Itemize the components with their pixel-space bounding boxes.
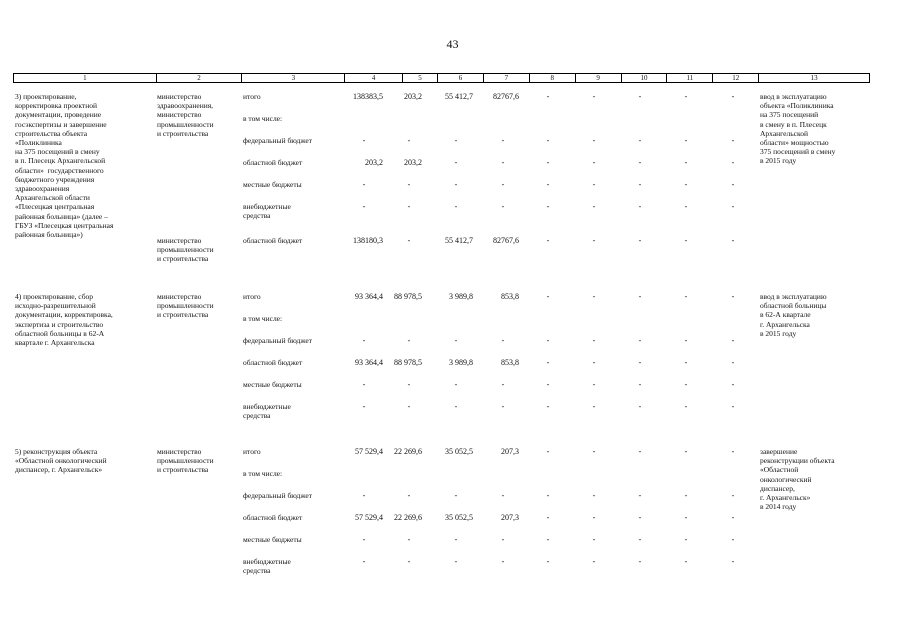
table-cell-value: - xyxy=(638,180,642,189)
table-cell-value: - xyxy=(407,491,411,500)
table-cell-value: - xyxy=(546,292,550,301)
column-header-7: 7 xyxy=(484,74,530,82)
project-executor: министерство здравоохранения, министерство промышленности и строительства xyxy=(157,92,214,138)
table-cell-value: - xyxy=(731,402,735,411)
table-cell-value: 203,2 xyxy=(404,158,422,167)
table-cell-value: 35 052,5 xyxy=(445,513,473,522)
table-cell-value: - xyxy=(407,136,411,145)
table-header-row xyxy=(13,73,870,83)
project-result: завершение реконструкции объекта «Областной онкологический диспансер, г. Архангельск» в 2014 году xyxy=(760,447,835,512)
table-cell-value: - xyxy=(592,202,596,211)
table-cell-value: - xyxy=(501,202,505,211)
table-cell-value: - xyxy=(454,535,458,544)
table-cell-value: - xyxy=(407,535,411,544)
table-cell-value: - xyxy=(592,136,596,145)
funding-source-label: областной бюджет xyxy=(243,358,303,367)
table-cell-value: - xyxy=(454,402,458,411)
table-cell-value: - xyxy=(546,336,550,345)
table-cell-value: - xyxy=(546,380,550,389)
page-number: 43 xyxy=(446,37,459,51)
table-cell-value: - xyxy=(454,380,458,389)
table-cell-value: - xyxy=(501,380,505,389)
table-cell-value: - xyxy=(684,236,688,245)
funding-source-label: местные бюджеты xyxy=(243,535,302,544)
table-cell-value: 82767,6 xyxy=(493,236,519,245)
table-cell-value: - xyxy=(731,447,735,456)
table-cell-value: - xyxy=(684,491,688,500)
table-cell-value: - xyxy=(546,92,550,101)
table-cell-value: - xyxy=(546,491,550,500)
table-cell-value: - xyxy=(731,535,735,544)
table-cell-value: - xyxy=(638,380,642,389)
table-cell-value: - xyxy=(638,557,642,566)
table-cell-value: - xyxy=(684,158,688,167)
table-cell-value: - xyxy=(362,402,366,411)
table-cell-value: - xyxy=(638,535,642,544)
table-cell-value: - xyxy=(546,202,550,211)
table-cell-value: - xyxy=(546,557,550,566)
table-cell-value: - xyxy=(684,380,688,389)
table-cell-value: - xyxy=(684,202,688,211)
table-cell-value: - xyxy=(592,336,596,345)
table-cell-value: - xyxy=(592,447,596,456)
table-cell-value: 82767,6 xyxy=(493,92,519,101)
table-cell-value: - xyxy=(407,336,411,345)
project-executor-secondary: министерство промышленности и строительства xyxy=(157,236,214,264)
table-cell-value: 853,8 xyxy=(501,358,519,367)
table-cell-value: 55 412,7 xyxy=(445,236,473,245)
table-cell-value: - xyxy=(454,557,458,566)
table-cell-value: 138383,5 xyxy=(353,92,383,101)
table-cell-value: 35 052,5 xyxy=(445,447,473,456)
table-cell-value: - xyxy=(501,136,505,145)
table-cell-value: - xyxy=(731,158,735,167)
table-cell-value: - xyxy=(407,180,411,189)
table-cell-value: - xyxy=(546,136,550,145)
project-description: 5) реконструкция объекта «Областной онкологический диспансер, г. Архангельск» xyxy=(15,447,107,475)
table-cell-value: - xyxy=(592,92,596,101)
funding-source-label: итого xyxy=(243,292,261,301)
table-cell-value: - xyxy=(592,402,596,411)
table-cell-value: - xyxy=(638,402,642,411)
table-cell-value: - xyxy=(638,202,642,211)
column-header-3: 3 xyxy=(242,74,345,82)
funding-source-label: федеральный бюджет xyxy=(243,136,313,145)
table-cell-value: - xyxy=(362,535,366,544)
table-cell-value: 88 978,5 xyxy=(394,358,422,367)
funding-source-label: местные бюджеты xyxy=(243,180,302,189)
column-header-10: 10 xyxy=(622,74,668,82)
table-cell-value: - xyxy=(731,92,735,101)
table-cell-value: - xyxy=(501,336,505,345)
table-cell-value: - xyxy=(731,292,735,301)
table-cell-value: 22 269,6 xyxy=(394,447,422,456)
table-cell-value: - xyxy=(638,447,642,456)
table-cell-value: - xyxy=(638,136,642,145)
funding-source-label: федеральный бюджет xyxy=(243,491,313,500)
table-cell-value: 22 269,6 xyxy=(394,513,422,522)
table-cell-value: - xyxy=(362,336,366,345)
table-cell-value: - xyxy=(592,491,596,500)
table-cell-value: - xyxy=(362,202,366,211)
table-cell-value: 88 978,5 xyxy=(394,292,422,301)
table-cell-value: - xyxy=(407,557,411,566)
project-description: 4) проектирование, сбор исходно-разрешительной документации, корректировка, экспертиза и строительство областной больницы в 62-А квартале г. Архангельска xyxy=(15,292,113,348)
funding-source-label: областной бюджет xyxy=(243,513,303,522)
funding-source-label: федеральный бюджет xyxy=(243,336,313,345)
table-cell-value: - xyxy=(731,513,735,522)
table-cell-value: 203,2 xyxy=(404,92,422,101)
table-cell-value: - xyxy=(454,158,458,167)
table-cell-value: - xyxy=(546,358,550,367)
table-cell-value: - xyxy=(546,447,550,456)
table-cell-value: 57 529,4 xyxy=(355,447,383,456)
table-cell-value: - xyxy=(592,380,596,389)
column-header-9: 9 xyxy=(576,74,622,82)
funding-source-label: в том числе: xyxy=(243,114,283,123)
table-cell-value: - xyxy=(592,236,596,245)
table-cell-value: - xyxy=(362,557,366,566)
column-header-1: 1 xyxy=(14,74,157,82)
table-cell-value: - xyxy=(684,535,688,544)
table-cell-value: 203,2 xyxy=(365,158,383,167)
table-cell-value: - xyxy=(731,202,735,211)
table-cell-value: 55 412,7 xyxy=(445,92,473,101)
table-cell-value: - xyxy=(684,402,688,411)
funding-source-label: местные бюджеты xyxy=(243,380,302,389)
table-cell-value: - xyxy=(638,358,642,367)
table-cell-value: - xyxy=(638,336,642,345)
funding-source-label: в том числе: xyxy=(243,469,283,478)
table-cell-value: - xyxy=(454,202,458,211)
table-cell-value: 93 364,4 xyxy=(355,292,383,301)
column-header-12: 12 xyxy=(713,74,759,82)
funding-source-label: в том числе: xyxy=(243,314,283,323)
table-cell-value: 853,8 xyxy=(501,292,519,301)
table-cell-value: - xyxy=(731,557,735,566)
project-result: ввод в эксплуатацию областной больницы в 62-А квартале г. Архангельска в 2015 году xyxy=(760,292,827,338)
table-cell-value: - xyxy=(501,180,505,189)
table-cell-value: 207,3 xyxy=(501,513,519,522)
table-cell-value: - xyxy=(731,180,735,189)
table-cell-value: - xyxy=(362,380,366,389)
table-cell-value: - xyxy=(592,158,596,167)
table-cell-value: - xyxy=(638,513,642,522)
table-cell-value: - xyxy=(546,236,550,245)
project-executor: министерство промышленности и строительства xyxy=(157,292,214,320)
table-cell-value: - xyxy=(501,491,505,500)
table-cell-value: - xyxy=(638,92,642,101)
project-executor: министерство промышленности и строительства xyxy=(157,447,214,475)
table-cell-value: - xyxy=(454,491,458,500)
table-cell-value: - xyxy=(731,491,735,500)
table-cell-value: - xyxy=(731,380,735,389)
funding-source-label: областной бюджет xyxy=(243,236,303,245)
table-cell-value: - xyxy=(454,136,458,145)
table-cell-value: - xyxy=(546,535,550,544)
table-cell-value: - xyxy=(731,358,735,367)
table-cell-value: - xyxy=(684,513,688,522)
funding-source-label: итого xyxy=(243,447,261,456)
column-header-8: 8 xyxy=(530,74,576,82)
table-cell-value: - xyxy=(684,336,688,345)
table-cell-value: - xyxy=(592,557,596,566)
table-cell-value: - xyxy=(501,557,505,566)
table-cell-value: - xyxy=(407,380,411,389)
table-cell-value: - xyxy=(592,292,596,301)
column-header-11: 11 xyxy=(667,74,713,82)
table-cell-value: 207,3 xyxy=(501,447,519,456)
table-cell-value: - xyxy=(684,136,688,145)
table-cell-value: 3 989,8 xyxy=(449,358,473,367)
funding-source-label: внебюджетные средства xyxy=(243,202,291,221)
table-cell-value: 93 364,4 xyxy=(355,358,383,367)
table-cell-value: - xyxy=(731,236,735,245)
table-cell-value: - xyxy=(501,402,505,411)
table-cell-value: - xyxy=(684,292,688,301)
funding-source-label: внебюджетные средства xyxy=(243,402,291,421)
table-cell-value: - xyxy=(546,180,550,189)
table-cell-value: - xyxy=(684,447,688,456)
table-cell-value: 57 529,4 xyxy=(355,513,383,522)
table-cell-value: - xyxy=(592,358,596,367)
table-cell-value: - xyxy=(407,236,411,245)
table-cell-value: - xyxy=(362,180,366,189)
table-cell-value: - xyxy=(454,336,458,345)
table-cell-value: - xyxy=(638,158,642,167)
column-header-2: 2 xyxy=(157,74,243,82)
table-cell-value: - xyxy=(362,136,366,145)
column-header-6: 6 xyxy=(438,74,484,82)
table-cell-value: - xyxy=(592,180,596,189)
column-header-5: 5 xyxy=(403,74,438,82)
table-cell-value: - xyxy=(684,92,688,101)
table-cell-value: - xyxy=(407,402,411,411)
table-cell-value: - xyxy=(454,180,458,189)
funding-source-label: областной бюджет xyxy=(243,158,303,167)
table-cell-value: 3 989,8 xyxy=(449,292,473,301)
funding-source-label: итого xyxy=(243,92,261,101)
project-result: ввод в эксплуатацию объекта «Поликлиника на 375 посещений в смену в п. Плесецк Архангельской области» мощностью 375 посещений в смену в 2015 году xyxy=(760,92,836,166)
table-cell-value: - xyxy=(731,136,735,145)
table-cell-value: - xyxy=(731,336,735,345)
table-cell-value: - xyxy=(684,180,688,189)
column-header-4: 4 xyxy=(345,74,403,82)
table-cell-value: - xyxy=(638,491,642,500)
funding-source-label: внебюджетные средства xyxy=(243,557,291,576)
table-cell-value: - xyxy=(592,513,596,522)
table-cell-value: - xyxy=(638,292,642,301)
table-cell-value: - xyxy=(546,513,550,522)
table-cell-value: - xyxy=(684,358,688,367)
table-cell-value: - xyxy=(501,158,505,167)
project-description: 3) проектирование, корректировка проектной документации, проведение госэкспертизы и завершение строительства объекта «Поликлиника на 375 посещений в смену в п. Плесецк Архангельской области» государственного бюджетного учреждения здравоохранения Архангельской области «Плесецкая центральная районная больница» (далее – ГБУЗ «Плесецкая центральная районная больница») xyxy=(15,92,114,240)
table-cell-value: 138180,3 xyxy=(353,236,383,245)
table-cell-value: - xyxy=(684,557,688,566)
table-cell-value: - xyxy=(592,535,596,544)
table-cell-value: - xyxy=(546,158,550,167)
table-cell-value: - xyxy=(501,535,505,544)
column-header-13: 13 xyxy=(810,74,818,82)
table-cell-value: - xyxy=(407,202,411,211)
table-cell-value: - xyxy=(638,236,642,245)
table-cell-value: - xyxy=(546,402,550,411)
table-cell-value: - xyxy=(362,491,366,500)
